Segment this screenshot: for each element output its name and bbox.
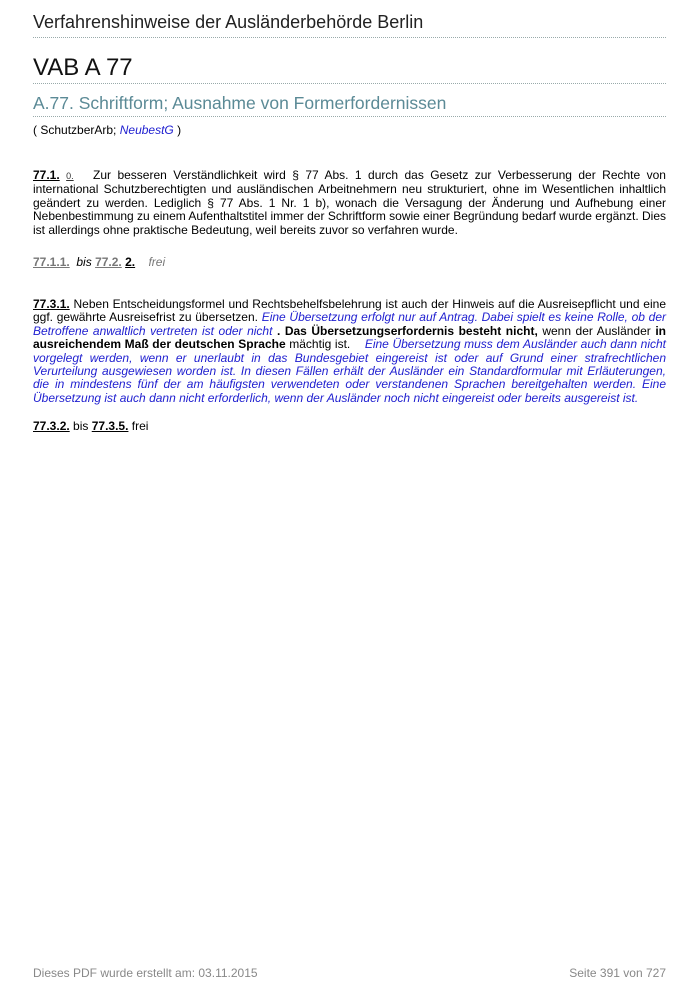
paragraph-amended-text: Eine Übersetzung muss dem Ausländer auch dann nicht vorgelegt werden, wenn er unerlaubt in das Bundesgebiet eingereist ist oder auf Grund einer strafrechtlichen Verurteilung ausgewiesen worden ist. In diesen Fällen erhält der Ausländer ein Standardformular mit Erläuterungen, die in mindestens fünf der am häufigsten verwendeten oder verstandenen Sprachen bereitgehalten werden. Eine Übersetzung ist auch dann nicht erforderlich, wenn der Ausländer noch nicht eingereist oder bereits ausgereist ist.: [33, 337, 666, 405]
paren-open: (: [33, 123, 37, 137]
source-ref-schutzberarb: SchutzberArb;: [40, 123, 117, 137]
paragraph-bold-text: in ausreichendem Maß der deutschen Sprache: [33, 323, 666, 352]
divider: [33, 83, 666, 84]
paragraph-text: Zur besseren Verständlichkeit wird § 77 Abs. 1 durch das Gesetz zur Verbesserung der Rechte von international Schutzberechtigten und ausländischen Arbeitnehmern neu strukturiert, ohne im Wesentlichen inhaltlich geändert zu werden. Lediglich § 77 Abs. 1 Nr. 1 b), wonach die Versagung der Änderung und Aufhebung einer Nebenbestimmung zu einem Aufenthaltstitel immer der Schriftform sowie einer Begründung bedarf wurde ergänzt. Dies ist allerdings ohne praktische Bedeutung, weil bereits zuvor so verfahren wurde.: [33, 168, 666, 237]
source-ref-neubestg[interactable]: NeubestG: [119, 123, 174, 137]
section-ref-77-3-2[interactable]: 77.3.2.: [33, 419, 70, 433]
section-ref-77-3-5[interactable]: 77.3.5.: [91, 419, 129, 433]
paragraph-amended-text: Eine Übersetzung erfolgt nur auf Antrag. Dabei spielt es keine Rolle, ob der Betroffene anwaltlich vertreten ist oder nicht: [33, 310, 666, 338]
document-title: VAB A 77: [33, 54, 133, 81]
paragraph-text: Neben Entscheidungsformel und Rechtsbehelfsbelehrung ist auch der Hinweis auf die Ausreisepflicht und eine ggf. gewährte Ausreisefrist zu übersetzen.: [33, 297, 666, 325]
paren-close: ): [177, 123, 182, 137]
paragraph-77-3-1: [33, 298, 666, 405]
paragraph-77-3-2-range: [33, 420, 666, 433]
status-frei: frei: [131, 419, 149, 433]
paragraph-77-1: [33, 169, 666, 237]
range-word-bis: bis: [73, 419, 89, 433]
range-word-bis: bis: [76, 255, 92, 269]
paragraph-text: mächtig ist.: [289, 337, 351, 352]
footer-created-date: Dieses PDF wurde erstellt am: 03.11.2015: [33, 966, 258, 980]
section-ref-77-3-1[interactable]: 77.3.1.: [33, 297, 70, 311]
section-ref-77-1[interactable]: 77.1.: [33, 168, 60, 182]
subsection-ref-0[interactable]: 0.: [66, 171, 74, 181]
source-references: [33, 123, 181, 137]
paragraph-bold-text: . Das Übersetzungserfordernis besteht nicht,: [276, 323, 538, 338]
subsection-ref-2[interactable]: 2.: [125, 255, 136, 269]
site-title: Verfahrenshinweise der Ausländerbehörde Berlin: [33, 12, 424, 32]
section-title: A.77. Schriftform; Ausnahme von Formerfordernissen: [33, 93, 447, 113]
divider: [33, 37, 666, 38]
divider: [33, 116, 666, 117]
paragraph-text: wenn der Ausländer: [542, 323, 651, 338]
status-frei: frei: [148, 255, 166, 269]
section-ref-77-1-1[interactable]: 77.1.1.: [33, 255, 70, 269]
paragraph-77-1-1-range: [33, 256, 666, 269]
footer-page-number: Seite 391 von 727: [569, 966, 666, 980]
section-ref-77-2[interactable]: 77.2.: [95, 255, 122, 269]
